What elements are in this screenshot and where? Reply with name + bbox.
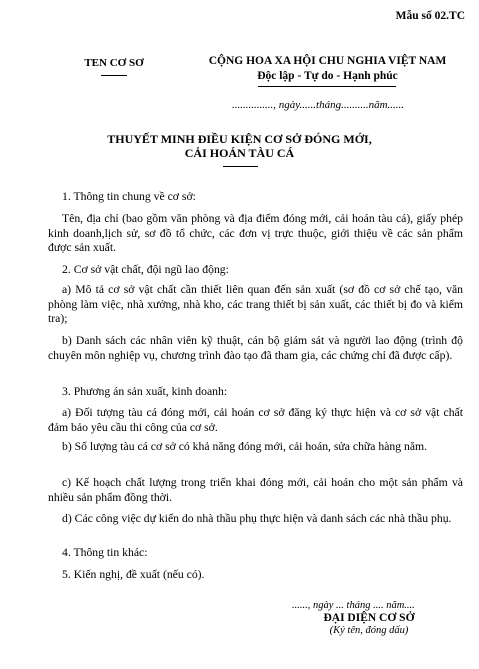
section-2-item-a: a) Mô tả cơ sở vật chất cần thiết liên quan đến sản xuất (sơ đồ cơ sở chế tạo, văn phòng làm việc, nhà xưởng, nhà kho, các trang thiết bị sản xuất, các thiết bị đo và kiểm tra); xyxy=(48,283,463,325)
section-3-item-a: a) Đối tượng tàu cá đóng mới, cải hoán cơ sở đăng ký thực hiện và cơ sở vật chất đảm bảo yêu cầu thi công của cơ sở. xyxy=(48,406,463,434)
title-underline-divider xyxy=(223,166,258,167)
motto-underline-divider xyxy=(258,86,396,87)
section-2-item-b: b) Danh sách các nhân viên kỹ thuật, cán bộ giám sát và người lao động (trình độ chuyên môn nghiệp vụ, chương trình đào tạo đã tham gia, các chứng chỉ đã được cấp). xyxy=(48,334,463,362)
section-3-item-b: b) Số lượng tàu cá cơ sở có khả năng đóng mới, cải hoán, sửa chữa hàng năm. xyxy=(62,440,428,453)
signature-date-line: ......, ngày ... tháng .... năm.... xyxy=(292,600,415,611)
section-3-item-d: d) Các công việc dự kiến do nhà thầu phụ thực hiện và danh sách các nhà thầu phụ. xyxy=(62,512,452,525)
national-motto: Độc lập - Tự do - Hạnh phúc xyxy=(257,70,398,82)
organization-name: TEN CƠ SƠ xyxy=(84,57,144,69)
section-2-heading: 2. Cơ sở vật chất, đội ngũ lao động: xyxy=(62,263,229,276)
document-title-line-1: THUYẾT MINH ĐIỀU KIỆN CƠ SỞ ĐÓNG MỚI, xyxy=(107,132,372,146)
org-underline-divider xyxy=(101,75,127,76)
section-3-item-c: c) Kế hoạch chất lượng trong triển khai đóng mới, cải hoán cho một sản phẩm và nhiều sản phẩm đồng thời. xyxy=(48,476,463,504)
place-date-line: ..............., ngày......tháng..........năm...... xyxy=(232,99,405,111)
signature-title: ĐẠI DIỆN CƠ SỞ xyxy=(323,612,415,624)
form-code-label: Mẫu số 02.TC xyxy=(395,10,465,22)
national-title: CỘNG HOA XA HỘI CHU NGHIA VIỆT NAM xyxy=(208,55,447,67)
section-1-body: Tên, địa chỉ (bao gồm văn phòng và địa điểm đóng mới, cải hoán tàu cá), giấy phép kinh doanh,lịch sử, sơ đồ tổ chức, các đơn vị trực thuộc, giới thiệu về các sản phẩm được sản xuất. xyxy=(48,212,463,254)
section-3-heading: 3. Phương án sản xuất, kinh doanh: xyxy=(62,385,228,398)
document-title-line-2: CẢI HOÁN TÀU CÁ xyxy=(184,146,295,160)
section-1-heading: 1. Thông tin chung về cơ sở: xyxy=(62,190,196,203)
section-4-heading: 4. Thông tin khác: xyxy=(62,546,148,559)
section-5-heading: 5. Kiến nghị, đề xuất (nếu có). xyxy=(62,568,205,581)
signature-note: (Ký tên, đóng dấu) xyxy=(329,625,409,636)
